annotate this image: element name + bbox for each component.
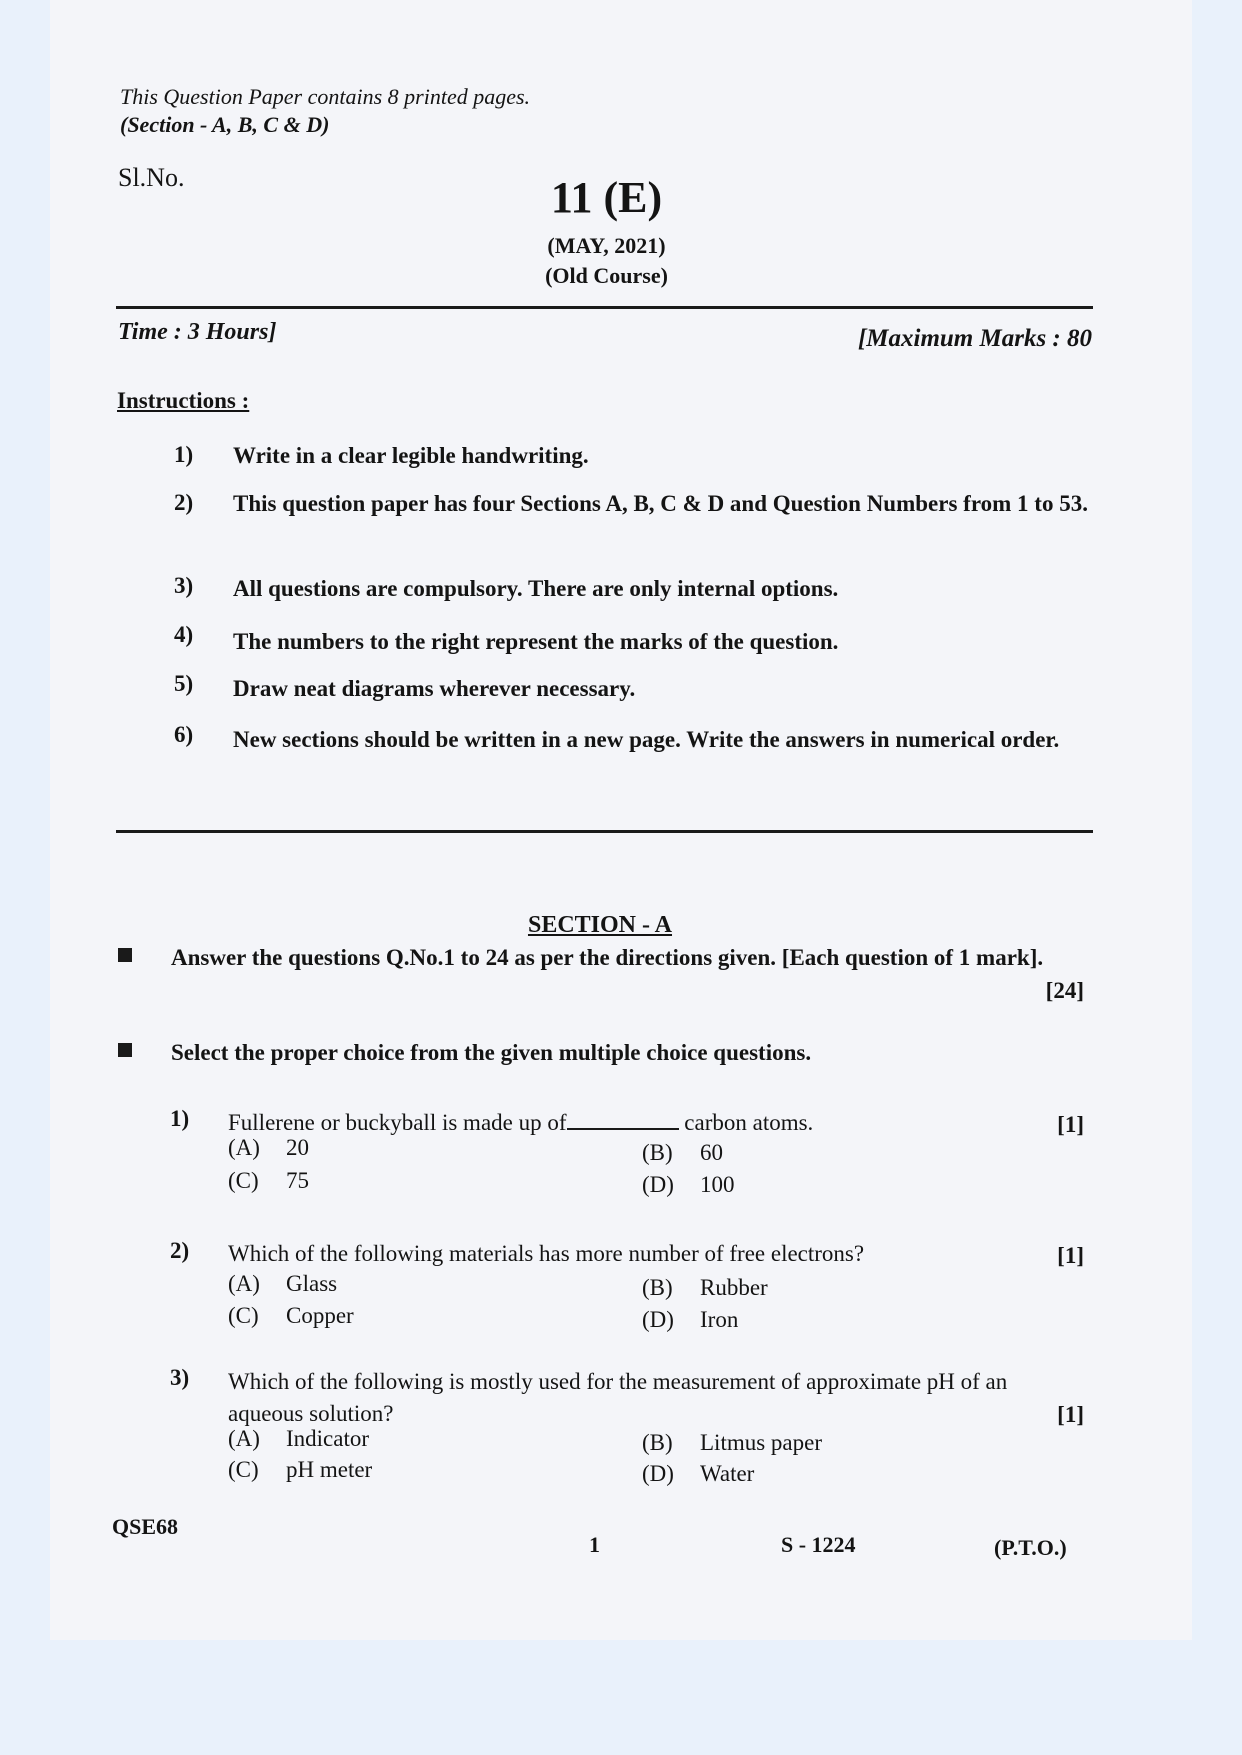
option-label: (A) [228, 1426, 260, 1451]
section-a-direction: Answer the questions Q.No.1 to 24 as per the directions given. [Each question of 1 mark]. [171, 945, 1044, 970]
option-label: (C) [228, 1303, 259, 1328]
instruction-text: Draw neat diagrams wherever necessary. [233, 676, 636, 701]
option-label: (C) [228, 1457, 259, 1482]
option-d [642, 1307, 738, 1333]
option-a [228, 1271, 337, 1297]
instruction-text: The numbers to the right represent the marks of the question. [233, 629, 839, 654]
page-number: 1 [589, 1532, 600, 1557]
instruction-number: 5) [174, 671, 194, 696]
exam-date: (MAY, 2021) [547, 233, 666, 258]
option-label: (B) [642, 1275, 673, 1300]
option-a [228, 1426, 369, 1452]
option-b [642, 1430, 822, 1456]
instruction-text: All questions are compulsory. There are only internal options. [233, 576, 839, 601]
option-text: Litmus paper [700, 1430, 822, 1455]
max-marks-label: [Maximum Marks : 80 [857, 325, 1092, 352]
option-a [228, 1135, 309, 1161]
option-b [642, 1140, 723, 1166]
option-text: Indicator [286, 1426, 370, 1451]
option-text: 20 [286, 1135, 309, 1160]
footer-code: QSE68 [112, 1514, 179, 1539]
instructions-heading: Instructions : [117, 388, 250, 413]
option-b [642, 1275, 768, 1301]
sl-no-label: Sl.No. [118, 163, 185, 192]
option-label: (A) [228, 1135, 260, 1160]
section-a-title: SECTION - A [527, 912, 673, 938]
instruction-text: New sections should be written in a new page. Write the answers in numerical order. [233, 727, 1060, 752]
option-label: (D) [642, 1172, 674, 1197]
answer-blank[interactable] [567, 1106, 679, 1130]
option-text: 100 [700, 1172, 735, 1197]
question-text: Which of the following is mostly used for the measurement of approximate pH of an aqueous solution? [228, 1369, 1008, 1426]
section-a-marks: [24] [1045, 978, 1084, 1003]
instruction-number: 6) [174, 722, 194, 747]
option-text: Copper [286, 1303, 354, 1328]
instruction-number: 3) [174, 573, 194, 598]
option-text: Rubber [700, 1275, 768, 1300]
pages-note: This Question Paper contains 8 printed pages. [120, 84, 531, 109]
instruction-number: 1) [174, 442, 194, 467]
question-number: 2) [170, 1238, 190, 1263]
question-text-before: Fullerene or buckyball is made up of [228, 1110, 567, 1135]
paper-code: 11 (E) [550, 173, 663, 222]
sections-note: (Section - A, B, C & D) [120, 112, 330, 137]
question-number: 1) [170, 1106, 190, 1131]
question-text [228, 1106, 1088, 1139]
option-label: (D) [642, 1307, 674, 1332]
course-label: (Old Course) [545, 263, 668, 288]
pto-label: (P.T.O.) [994, 1535, 1067, 1560]
option-label: (D) [642, 1461, 674, 1486]
option-c [228, 1168, 309, 1194]
question-marks: [1] [1057, 1112, 1084, 1137]
option-text: 75 [286, 1168, 309, 1193]
option-text: Water [700, 1461, 755, 1486]
mcq-direction: Select the proper choice from the given multiple choice questions. [171, 1040, 812, 1065]
option-label: (A) [228, 1271, 260, 1296]
question-marks: [1] [1057, 1243, 1084, 1268]
series-code: S - 1224 [781, 1532, 856, 1557]
option-d [642, 1461, 754, 1487]
option-text: Glass [286, 1271, 338, 1296]
instructions-rule [116, 830, 1093, 833]
instruction-number: 4) [174, 622, 194, 647]
instruction-text: This question paper has four Sections A, B, C & D and Question Numbers from 1 to 53. [233, 491, 1088, 516]
option-text: Iron [700, 1307, 739, 1332]
option-label: (B) [642, 1140, 673, 1165]
option-text: 60 [700, 1140, 723, 1165]
question-marks: [1] [1057, 1402, 1084, 1427]
bullet-marker [118, 1043, 132, 1057]
option-c [228, 1457, 372, 1483]
option-label: (C) [228, 1168, 259, 1193]
option-text: pH meter [286, 1457, 373, 1482]
option-d [642, 1172, 735, 1198]
header-rule [116, 306, 1093, 309]
time-label: Time : 3 Hours] [118, 319, 277, 345]
instruction-text: Write in a clear legible handwriting. [233, 443, 589, 468]
option-c [228, 1303, 354, 1329]
option-label: (B) [642, 1430, 673, 1455]
bullet-marker [118, 948, 132, 962]
question-number: 3) [170, 1365, 190, 1390]
question-text-after: carbon atoms. [684, 1110, 814, 1135]
question-text: Which of the following materials has more number of free electrons? [228, 1241, 865, 1266]
instruction-number: 2) [174, 490, 194, 515]
